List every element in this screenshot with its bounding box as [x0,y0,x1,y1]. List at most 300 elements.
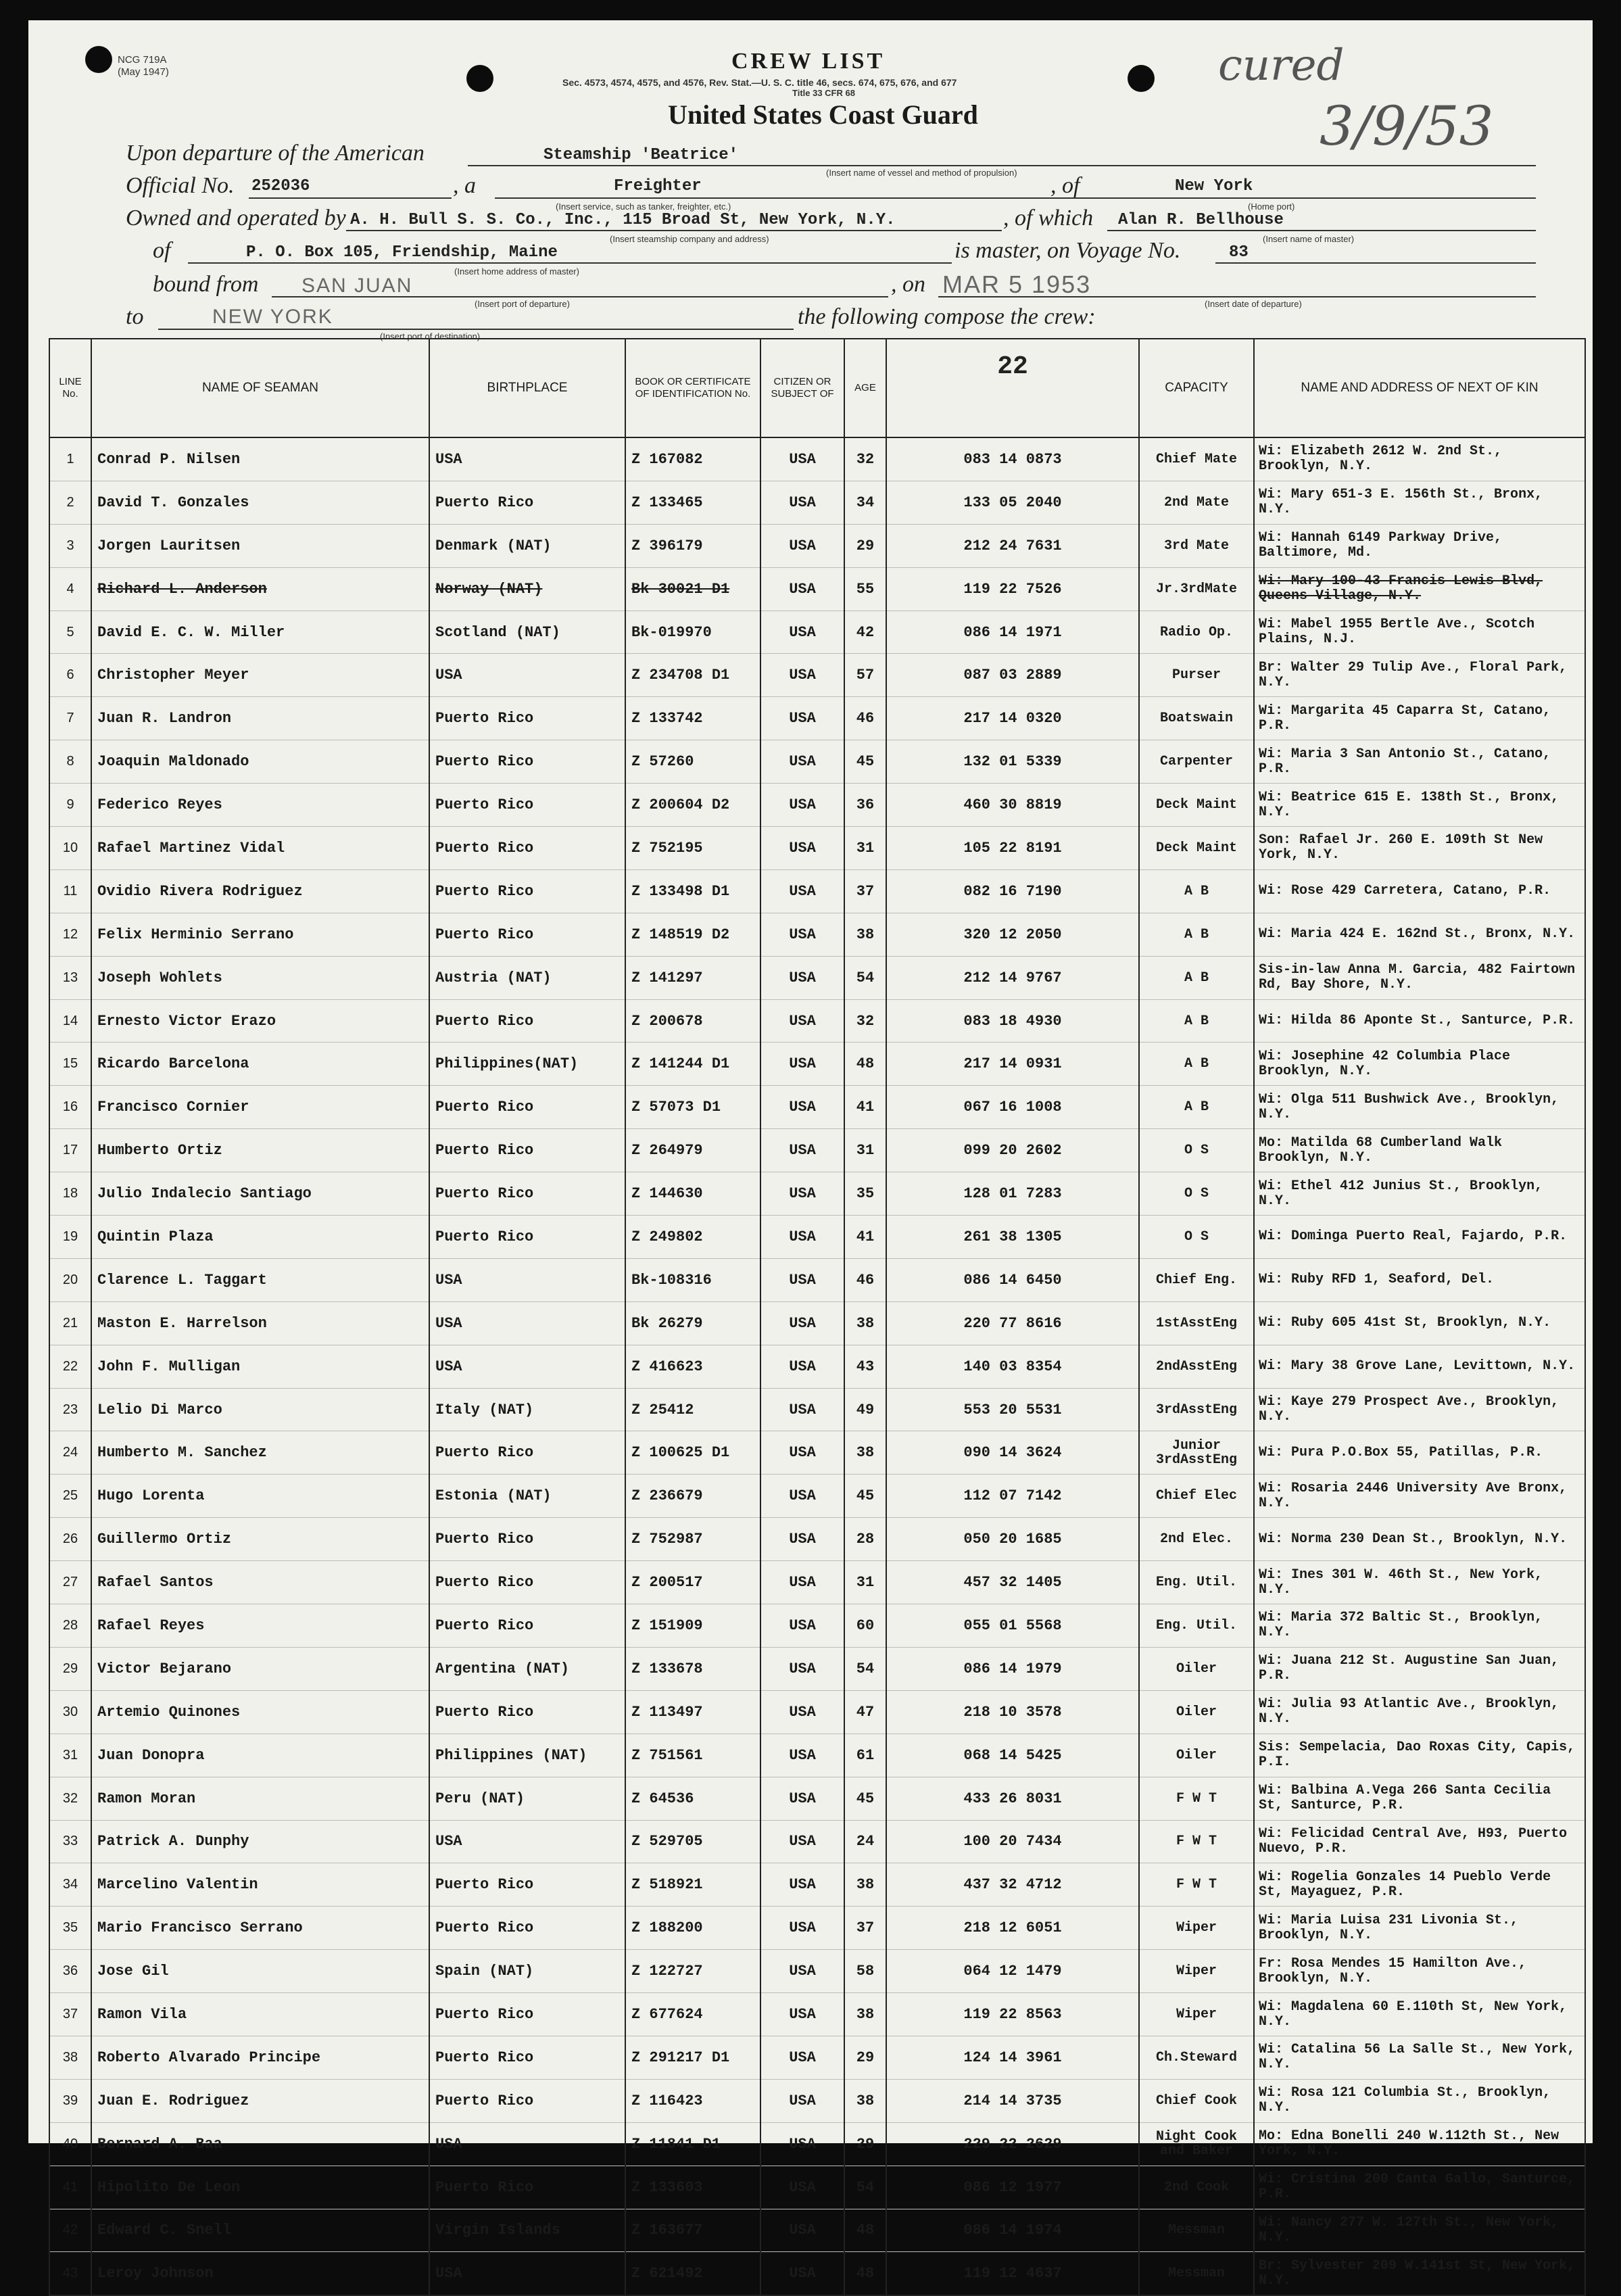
row-seaman-name: Ovidio Rivera Rodriguez [91,869,429,913]
row-id-number: 100 20 7434 [886,1820,1139,1863]
row-seaman-name: John F. Mulligan [91,1345,429,1388]
table-row [49,2166,1585,2209]
table-row [49,1431,1585,1475]
row-id-number: 064 12 1479 [886,1950,1139,1993]
row-id-number: 217 14 0931 [886,1043,1139,1086]
row-citizen: USA [760,999,844,1043]
row-seaman-name: Victor Bejarano [91,1647,429,1690]
row-age: 54 [844,2166,886,2209]
row-seaman-name: David E. C. W. Miller [91,611,429,654]
row-capacity: Purser [1139,654,1254,697]
row-id-number: 132 01 5339 [886,740,1139,784]
row-age: 29 [844,524,886,567]
agency-title: United States Coast Guard [668,99,978,130]
table-row [49,740,1585,784]
row-capacity: Chief Mate [1139,437,1254,481]
row-age: 38 [844,1301,886,1345]
master-address: P. O. Box 105, Friendship, Maine [246,243,558,262]
hint-departure-date: (Insert date of departure) [1205,299,1302,309]
row-birthplace: Austria (NAT) [429,956,625,999]
destination-port: NEW YORK [212,306,333,328]
row-age: 47 [844,1690,886,1733]
table-row [49,1216,1585,1259]
row-line-no: 40 [49,2122,91,2166]
handwritten-note: cured [1218,41,1345,91]
row-citizen: USA [760,1561,844,1604]
row-seaman-name: Christopher Meyer [91,654,429,697]
row-id-number: 090 14 3624 [886,1431,1139,1475]
row-line-no: 38 [49,2036,91,2079]
row-next-of-kin: Wi: Ines 301 W. 46th St., New York, N.Y. [1254,1561,1585,1604]
row-citizen: USA [760,1086,844,1129]
row-birthplace: Puerto Rico [429,1690,625,1733]
row-seaman-name: Joaquin Maldonado [91,740,429,784]
row-id-number: 212 24 7631 [886,524,1139,567]
row-book-number: Z 752987 [625,1518,760,1561]
row-line-no: 5 [49,611,91,654]
row-next-of-kin: Wi: Rose 429 Carretera, Catano, P.R. [1254,869,1585,913]
row-birthplace: Puerto Rico [429,784,625,827]
row-capacity: 2nd Mate [1139,481,1254,524]
row-book-number: Z 234708 D1 [625,654,760,697]
row-seaman-name: Joseph Wohlets [91,956,429,999]
row-line-no: 8 [49,740,91,784]
row-seaman-name: Federico Reyes [91,784,429,827]
row-age: 38 [844,1993,886,2036]
row-capacity: Ch.Steward [1139,2036,1254,2079]
row-citizen: USA [760,2209,844,2252]
row-id-number: 261 38 1305 [886,1216,1139,1259]
row-citizen: USA [760,1043,844,1086]
row-age: 60 [844,1604,886,1648]
row-book-number: Z 416623 [625,1345,760,1388]
row-id-number: 229 22 2629 [886,2122,1139,2166]
table-row [49,1690,1585,1733]
row-book-number: Z 64536 [625,1777,760,1820]
row-capacity: Chief Elec [1139,1475,1254,1518]
row-book-number: Z 116423 [625,2079,760,2122]
punch-hole [85,46,112,73]
row-line-no: 30 [49,1690,91,1733]
row-id-number: 086 14 1971 [886,611,1139,654]
form-title: CREW LIST [731,49,886,74]
row-book-number: Z 752195 [625,827,760,870]
label-owned-operated: Owned and operated by [126,206,346,231]
row-birthplace: Puerto Rico [429,1172,625,1216]
row-id-number: 082 16 7190 [886,869,1139,913]
row-seaman-name: Juan E. Rodriguez [91,2079,429,2122]
row-birthplace: Philippines(NAT) [429,1043,625,1086]
row-next-of-kin: Son: Rafael Jr. 260 E. 109th St New York, N.Y. [1254,827,1585,870]
header-name: NAME OF SEAMAN [91,339,429,437]
row-capacity: Boatswain [1139,697,1254,740]
row-capacity: Chief Eng. [1139,1258,1254,1301]
row-next-of-kin: Wi: Juana 212 St. Augustine San Juan, P.R. [1254,1647,1585,1690]
row-birthplace: Puerto Rico [429,827,625,870]
table-row [49,999,1585,1043]
row-id-number: 460 30 8819 [886,784,1139,827]
row-seaman-name: Jose Gil [91,1950,429,1993]
row-citizen: USA [760,784,844,827]
row-capacity: F W T [1139,1820,1254,1863]
row-book-number: Z 621492 [625,2252,760,2295]
row-capacity: Wiper [1139,1907,1254,1950]
row-age: 48 [844,2252,886,2295]
row-birthplace: Puerto Rico [429,481,625,524]
row-birthplace: Puerto Rico [429,1518,625,1561]
row-next-of-kin: Wi: Kaye 279 Prospect Ave., Brooklyn, N.Y. [1254,1388,1585,1431]
row-capacity: Eng. Util. [1139,1604,1254,1648]
table-row [49,956,1585,999]
row-next-of-kin: Wi: Maria 372 Baltic St., Brooklyn, N.Y. [1254,1604,1585,1648]
row-birthplace: Peru (NAT) [429,1777,625,1820]
row-id-number: 119 12 4637 [886,2252,1139,2295]
row-age: 55 [844,567,886,611]
row-id-number: 217 14 0320 [886,697,1139,740]
row-citizen: USA [760,740,844,784]
row-seaman-name: Patrick A. Dunphy [91,1820,429,1863]
row-book-number: Z 163677 [625,2209,760,2252]
row-age: 48 [844,1043,886,1086]
row-birthplace: USA [429,437,625,481]
row-citizen: USA [760,567,844,611]
row-next-of-kin: Mo: Matilda 68 Cumberland Walk Brooklyn, N.Y. [1254,1129,1585,1172]
table-row [49,1172,1585,1216]
crew-count: 22 [997,352,1028,381]
crew-list-form [28,20,1593,2289]
row-id-number: 124 14 3961 [886,2036,1139,2079]
row-line-no: 32 [49,1777,91,1820]
table-row [49,913,1585,956]
table-row [49,567,1585,611]
row-birthplace: Puerto Rico [429,1086,625,1129]
row-citizen: USA [760,1345,844,1388]
row-age: 46 [844,697,886,740]
row-citizen: USA [760,2166,844,2209]
row-capacity: F W T [1139,1863,1254,1907]
row-capacity: Chief Cook [1139,2079,1254,2122]
row-age: 29 [844,2122,886,2166]
punch-hole [466,65,493,92]
header-birthplace: BIRTHPLACE [429,339,625,437]
table-row [49,2122,1585,2166]
row-birthplace: Puerto Rico [429,1907,625,1950]
row-line-no: 22 [49,1345,91,1388]
row-next-of-kin: Wi: Rogelia Gonzales 14 Pueblo Verde St, Mayaguez, P.R. [1254,1863,1585,1907]
row-citizen: USA [760,2079,844,2122]
row-book-number: Z 141297 [625,956,760,999]
hint-home-port: (Home port) [1248,201,1295,212]
row-birthplace: Puerto Rico [429,1431,625,1475]
row-age: 58 [844,1950,886,1993]
row-next-of-kin: Wi: Hilda 86 Aponte St., Santurce, P.R. [1254,999,1585,1043]
header-crew-count [886,339,1139,437]
row-age: 35 [844,1172,886,1216]
label-of-which: , of which [1003,206,1094,231]
row-citizen: USA [760,1172,844,1216]
row-birthplace: USA [429,2122,625,2166]
row-next-of-kin: Wi: Mabel 1955 Bertle Ave., Scotch Plains, N.J. [1254,611,1585,654]
row-seaman-name: Leroy Johnson [91,2252,429,2295]
row-age: 29 [844,2036,886,2079]
voyage-number: 83 [1229,243,1249,262]
row-line-no: 15 [49,1043,91,1086]
row-birthplace: USA [429,1820,625,1863]
row-seaman-name: Juan R. Landron [91,697,429,740]
row-capacity: O S [1139,1172,1254,1216]
hint-service: (Insert service, such as tanker, freighter, etc.) [556,201,731,212]
table-row [49,437,1585,481]
row-id-number: 083 18 4930 [886,999,1139,1043]
row-age: 45 [844,1777,886,1820]
row-citizen: USA [760,1301,844,1345]
row-line-no: 2 [49,481,91,524]
row-id-number: 220 77 8616 [886,1301,1139,1345]
row-seaman-name: Ramon Moran [91,1777,429,1820]
table-row [49,1258,1585,1301]
row-line-no: 28 [49,1604,91,1648]
row-age: 48 [844,2209,886,2252]
row-next-of-kin: Wi: Beatrice 615 E. 138th St., Bronx, N.Y. [1254,784,1585,827]
row-age: 46 [844,1258,886,1301]
row-age: 28 [844,1518,886,1561]
label-on: , on [891,272,925,297]
row-citizen: USA [760,827,844,870]
row-age: 32 [844,437,886,481]
row-citizen: USA [760,1216,844,1259]
row-book-number: Z 264979 [625,1129,760,1172]
row-age: 36 [844,784,886,827]
row-line-no: 6 [49,654,91,697]
row-book-number: Bk 30021 D1 [625,567,760,611]
row-capacity: Messman [1139,2209,1254,2252]
home-port: New York [1175,177,1253,195]
row-capacity: Deck Maint [1139,784,1254,827]
row-id-number: 218 12 6051 [886,1907,1139,1950]
row-line-no: 3 [49,524,91,567]
row-citizen: USA [760,1993,844,2036]
row-next-of-kin: Wi: Julia 93 Atlantic Ave., Brooklyn, N.Y. [1254,1690,1585,1733]
row-book-number: Z 122727 [625,1950,760,1993]
row-line-no: 35 [49,1907,91,1950]
row-book-number: Z 133465 [625,481,760,524]
row-line-no: 14 [49,999,91,1043]
table-row [49,869,1585,913]
row-book-number: Z 144630 [625,1172,760,1216]
cfr-line: Title 33 CFR 68 [792,88,855,98]
row-capacity: 2nd Elec. [1139,1518,1254,1561]
table-row [49,1993,1585,2036]
row-seaman-name: Richard L. Anderson [91,567,429,611]
table-row [49,1388,1585,1431]
row-seaman-name: Rafael Reyes [91,1604,429,1648]
table-row [49,1907,1585,1950]
row-id-number: 105 22 8191 [886,827,1139,870]
row-line-no: 27 [49,1561,91,1604]
row-book-number: Z 133742 [625,697,760,740]
row-age: 31 [844,1129,886,1172]
row-age: 54 [844,956,886,999]
row-line-no: 24 [49,1431,91,1475]
row-line-no: 23 [49,1388,91,1431]
row-next-of-kin: Wi: Mary 38 Grove Lane, Levittown, N.Y. [1254,1345,1585,1388]
row-next-of-kin: Wi: Elizabeth 2612 W. 2nd St., Brooklyn, N.Y. [1254,437,1585,481]
row-next-of-kin: Wi: Catalina 56 La Salle St., New York, N.Y. [1254,2036,1585,2079]
row-next-of-kin: Wi: Rosa 121 Columbia St., Brooklyn, N.Y. [1254,2079,1585,2122]
row-seaman-name: Conrad P. Nilsen [91,437,429,481]
row-citizen: USA [760,654,844,697]
row-next-of-kin: Wi: Norma 230 Dean St., Brooklyn, N.Y. [1254,1518,1585,1561]
row-birthplace: Norway (NAT) [429,567,625,611]
header-citizen: CITIZEN OR SUBJECT OF [760,339,844,437]
row-age: 43 [844,1345,886,1388]
row-seaman-name: Ernesto Victor Erazo [91,999,429,1043]
row-capacity: O S [1139,1129,1254,1172]
row-id-number: 086 14 6450 [886,1258,1139,1301]
label-of-2: of [153,238,171,263]
table-row [49,2252,1585,2295]
row-line-no: 43 [49,2252,91,2295]
row-book-number: Z 151909 [625,1604,760,1648]
row-citizen: USA [760,697,844,740]
row-id-number: 083 14 0873 [886,437,1139,481]
row-line-no: 26 [49,1518,91,1561]
row-next-of-kin: Wi: Rosaria 2446 University Ave Bronx, N.Y. [1254,1475,1585,1518]
row-line-no: 29 [49,1647,91,1690]
row-line-no: 33 [49,1820,91,1863]
table-row [49,1647,1585,1690]
row-capacity: F W T [1139,1777,1254,1820]
row-book-number: Z 236679 [625,1475,760,1518]
crew-table [49,338,1586,2296]
table-row [49,784,1585,827]
table-row [49,1950,1585,1993]
row-line-no: 9 [49,784,91,827]
master-name: Alan R. Bellhouse [1118,211,1284,229]
row-id-number: 099 20 2602 [886,1129,1139,1172]
row-age: 49 [844,1388,886,1431]
row-id-number: 140 03 8354 [886,1345,1139,1388]
header-next-of-kin: NAME AND ADDRESS OF NEXT OF KIN [1254,339,1585,437]
row-capacity: A B [1139,913,1254,956]
row-book-number: Z 133603 [625,2166,760,2209]
row-citizen: USA [760,2122,844,2166]
row-age: 38 [844,1863,886,1907]
hint-master-name: (Insert name of master) [1263,234,1355,244]
row-citizen: USA [760,611,844,654]
row-line-no: 21 [49,1301,91,1345]
row-seaman-name: Rafael Santos [91,1561,429,1604]
row-line-no: 18 [49,1172,91,1216]
row-seaman-name: Edward C. Snell [91,2209,429,2252]
row-book-number: Z 167082 [625,437,760,481]
row-next-of-kin: Mo: Edna Bonelli 240 W.112th St., New York, N.Y. [1254,2122,1585,2166]
row-age: 57 [844,654,886,697]
row-id-number: 553 20 5531 [886,1388,1139,1431]
row-birthplace: Puerto Rico [429,1561,625,1604]
row-line-no: 20 [49,1258,91,1301]
hint-departure-port: (Insert port of departure) [475,299,570,309]
row-book-number: Z 677624 [625,1993,760,2036]
row-seaman-name: Ramon Vila [91,1993,429,2036]
row-capacity: Oiler [1139,1690,1254,1733]
row-id-number: 119 22 7526 [886,567,1139,611]
label-to: to [126,304,144,329]
row-next-of-kin: Wi: Magdalena 60 E.110th St, New York, N.Y. [1254,1993,1585,2036]
row-line-no: 4 [49,567,91,611]
table-row [49,1863,1585,1907]
row-birthplace: Puerto Rico [429,1129,625,1172]
row-age: 41 [844,1216,886,1259]
row-book-number: Z 751561 [625,1733,760,1777]
statute-line: Sec. 4573, 4574, 4575, and 4576, Rev. Stat.—U. S. C. title 46, secs. 674, 675, 676, and 677 [562,77,957,88]
row-book-number: Z 148519 D2 [625,913,760,956]
table-row [49,524,1585,567]
row-next-of-kin: Br: Sylvester 209 W.141st St, New York, N.Y. [1254,2252,1585,2295]
row-next-of-kin: Wi: Margarita 45 Caparra St, Catano, P.R. [1254,697,1585,740]
row-age: 42 [844,611,886,654]
owner-company: A. H. Bull S. S. Co., Inc., 115 Broad St, New York, N.Y. [350,211,896,229]
header-line-no: LINE No. [49,339,91,437]
row-seaman-name: Lelio Di Marco [91,1388,429,1431]
table-row [49,1086,1585,1129]
row-book-number: Z 396179 [625,524,760,567]
row-age: 31 [844,827,886,870]
table-row [49,654,1585,697]
form-date: (May 1947) [118,66,169,78]
row-birthplace: Estonia (NAT) [429,1475,625,1518]
row-next-of-kin: Wi: Felicidad Central Ave, H93, Puerto Nuevo, P.R. [1254,1820,1585,1863]
row-age: 32 [844,999,886,1043]
row-book-number: Z 141244 D1 [625,1043,760,1086]
row-id-number: 433 26 8031 [886,1777,1139,1820]
table-row [49,2079,1585,2122]
row-age: 45 [844,1475,886,1518]
row-next-of-kin: Wi: Cristina 200 Canta Gallo, Santurce, P.R. [1254,2166,1585,2209]
row-next-of-kin: Br: Walter 29 Tulip Ave., Floral Park, N.Y. [1254,654,1585,697]
label-upon-departure: Upon departure of the American [126,141,425,166]
row-capacity: Oiler [1139,1733,1254,1777]
row-line-no: 37 [49,1993,91,2036]
table-row [49,1475,1585,1518]
row-birthplace: Puerto Rico [429,697,625,740]
row-book-number: Z 188200 [625,1907,760,1950]
row-age: 31 [844,1561,886,1604]
row-age: 34 [844,481,886,524]
row-age: 61 [844,1733,886,1777]
row-next-of-kin: Wi: Mary 651-3 E. 156th St., Bronx, N.Y. [1254,481,1585,524]
table-row [49,2209,1585,2252]
departure-port: SAN JUAN [301,274,413,297]
row-id-number: 055 01 5568 [886,1604,1139,1648]
row-age: 24 [844,1820,886,1863]
row-birthplace: Puerto Rico [429,1604,625,1648]
row-line-no: 25 [49,1475,91,1518]
row-seaman-name: Guillermo Ortiz [91,1518,429,1561]
row-birthplace: Scotland (NAT) [429,611,625,654]
row-capacity: 2ndAsstEng [1139,1345,1254,1388]
row-next-of-kin: Wi: Mary 100-43 Francis Lewis Blvd, Queens Village, N.Y. [1254,567,1585,611]
row-line-no: 1 [49,437,91,481]
row-book-number: Z 11841 D1 [625,2122,760,2166]
row-line-no: 13 [49,956,91,999]
row-birthplace: Puerto Rico [429,1993,625,2036]
row-capacity: A B [1139,869,1254,913]
row-capacity: Jr.3rdMate [1139,567,1254,611]
row-birthplace: Philippines (NAT) [429,1733,625,1777]
row-citizen: USA [760,1907,844,1950]
row-capacity: A B [1139,1043,1254,1086]
